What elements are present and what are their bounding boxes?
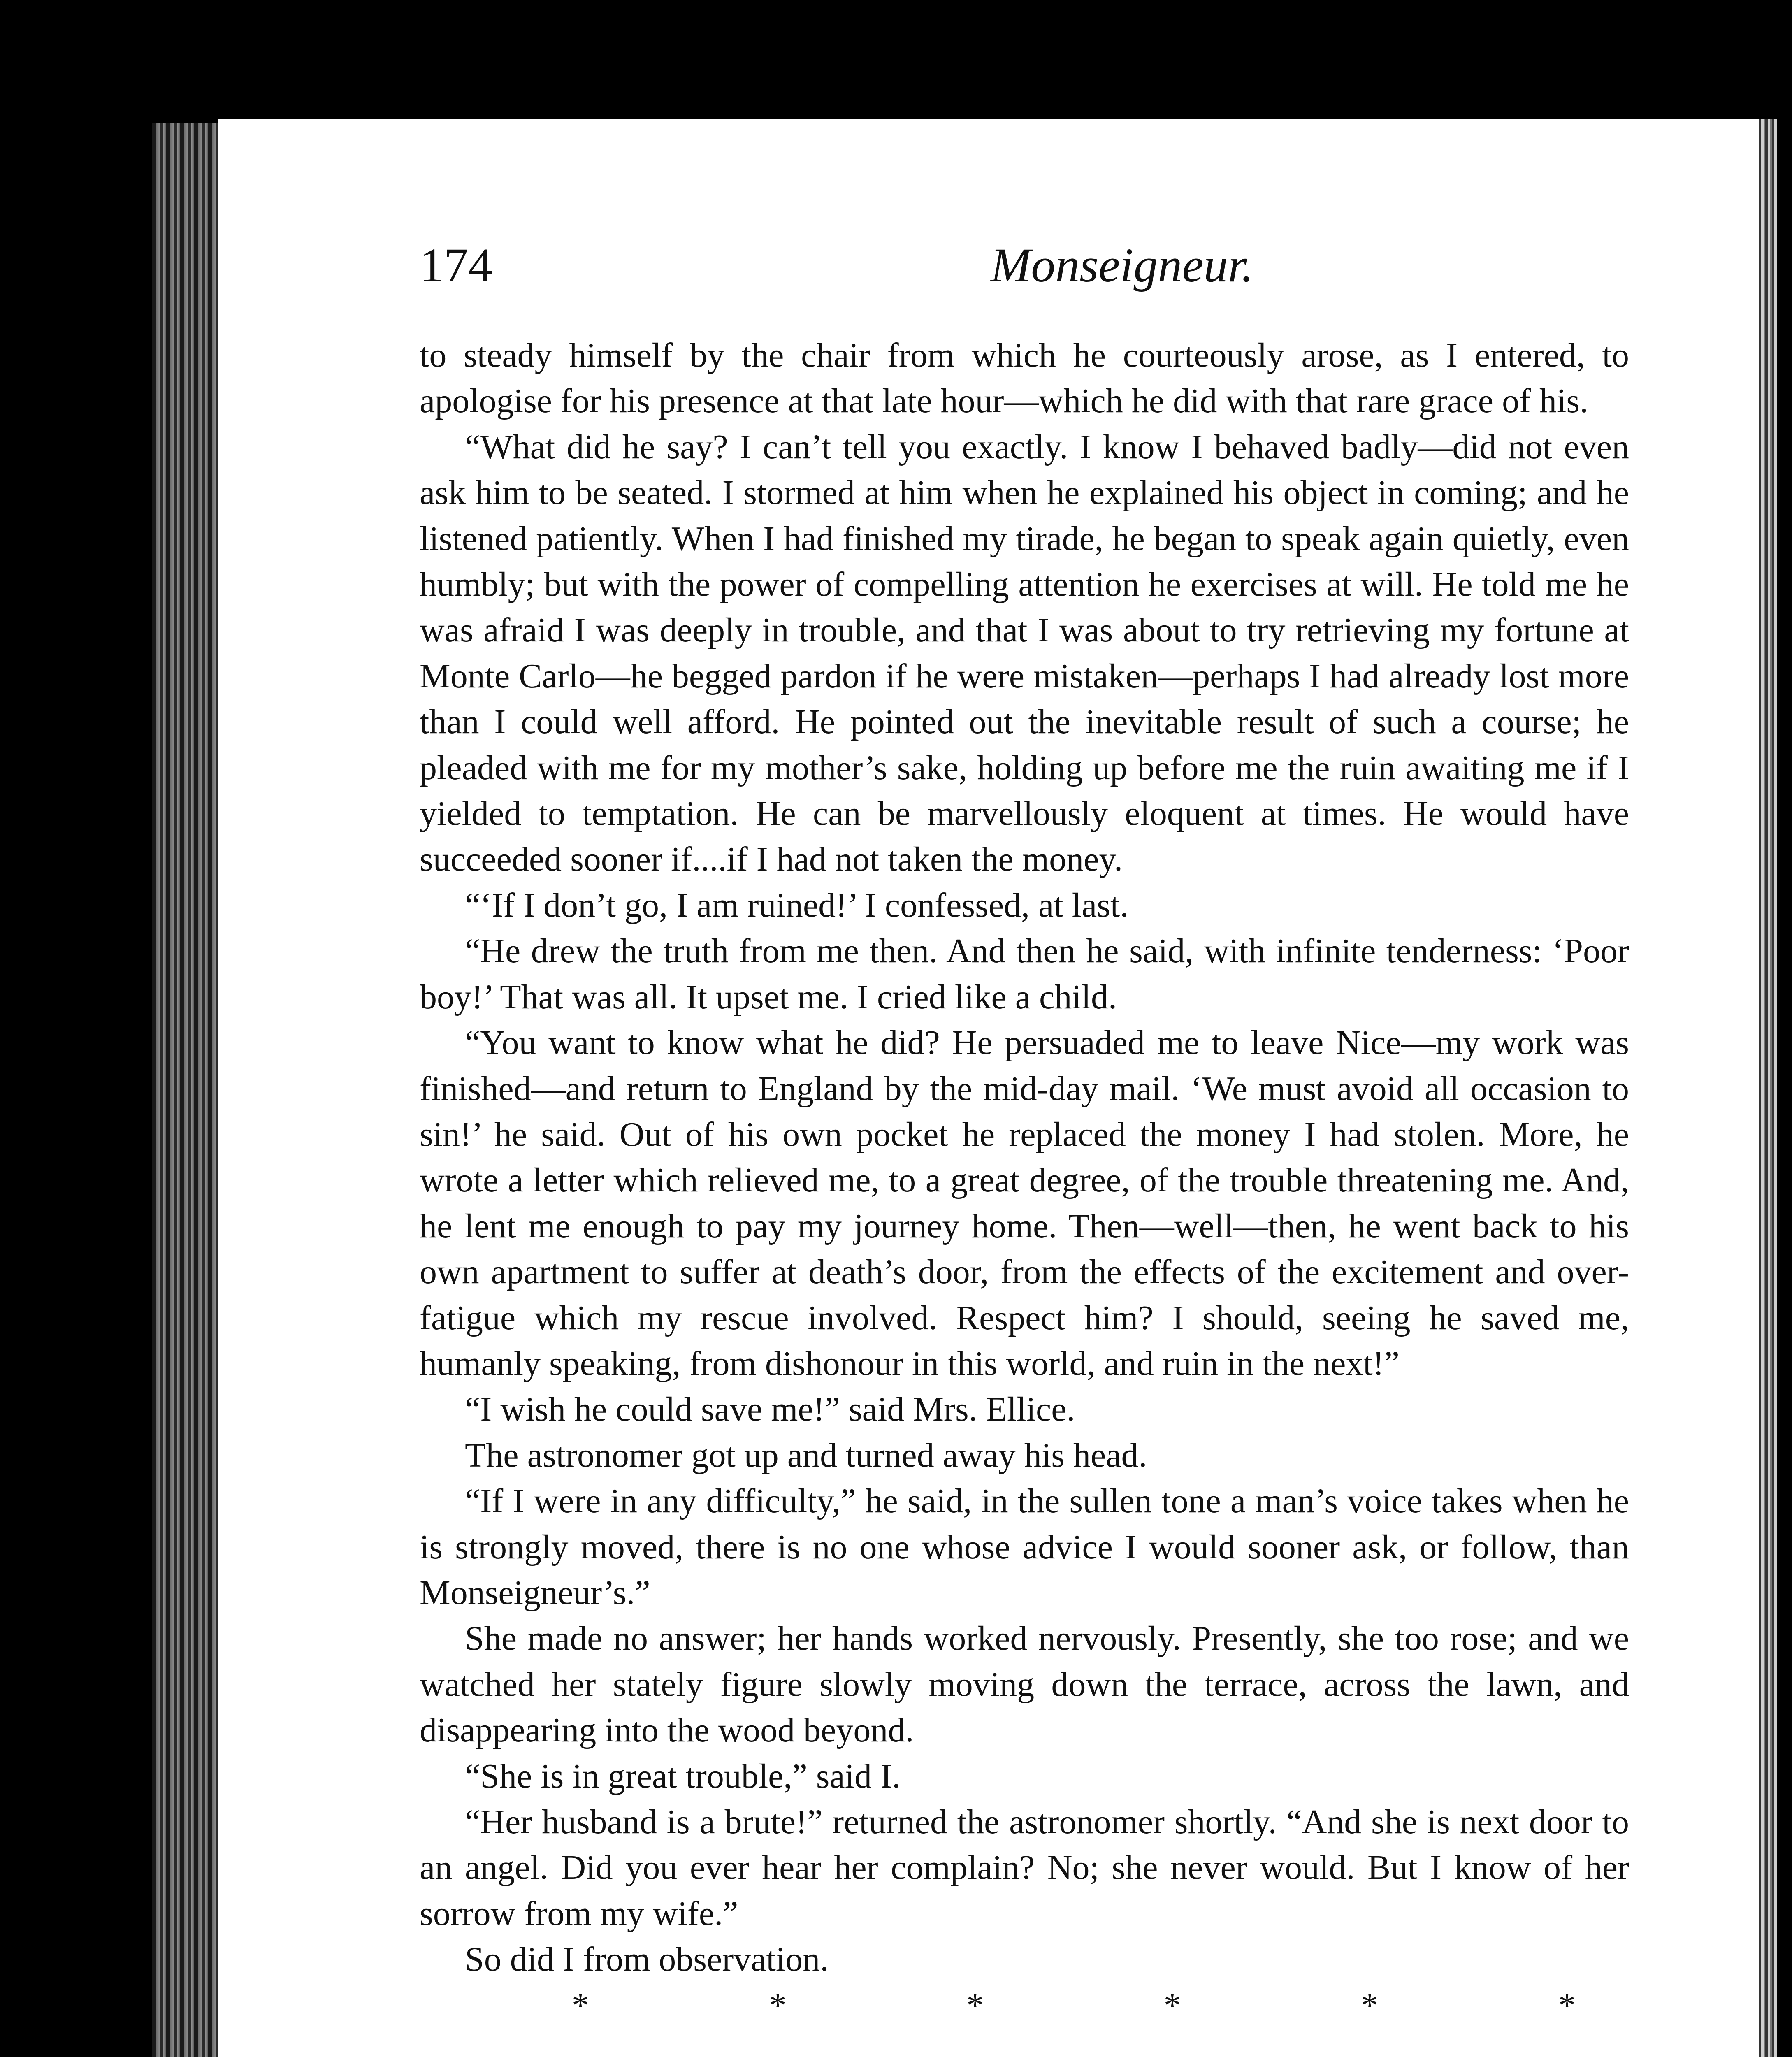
body-text <box>420 332 1629 2057</box>
page-header <box>420 230 1627 300</box>
asterisk: * <box>966 1986 984 2024</box>
paragraph: “I wish he could save me!” said Mrs. Ellice. <box>465 1390 1075 1429</box>
asterisk: * <box>1558 1986 1576 2024</box>
paragraph-group <box>420 332 1629 1983</box>
asterisk: * <box>572 1986 589 2024</box>
page-number: 174 <box>420 238 492 292</box>
asterisk: * <box>769 1986 787 2024</box>
section-break <box>420 1983 1629 2028</box>
page-edge <box>1759 119 1777 2057</box>
paragraph: “‘If I don’t go, I am ruined!’ I confessed, at last. <box>465 886 1129 924</box>
paragraph: “She is in great trouble,” said I. <box>465 1757 901 1795</box>
paragraph: to steady himself by the chair from which he courteously arose, as I entered, to apologise for his presence at that late hour—which he did with that rare grace of his. <box>420 336 1629 420</box>
running-title: Monseigneur. <box>990 238 1254 292</box>
book-spine-gutter <box>152 123 222 2057</box>
paragraph: “You want to know what he did? He persuaded me to leave Nice—my work was finished—and return to England by the mid-day mail. ‘We must avoid all occasion to sin!’ he said. Out of his own pocket he replaced the money I had stolen. More, he wrote a letter which relieved me, to a great degree, of the trouble threatening me. And, he lent me enough to pay my journey home. Then—well—then, he went back to his own apartment to suffer at death’s door, from the effects of the excitement and over-fatigue which my rescue involved. Respect him? I should, seeing he saved me, humanly speaking, from dishonour in this world, and ruin in the next!” <box>420 1024 1629 1383</box>
paragraph: “Her husband is a brute!” returned the astronomer shortly. “And she is next door to an angel. Did you ever hear her complain? No; she never would. But I know of her sorrow from my wife.” <box>420 1803 1629 1933</box>
paragraph: “What did he say? I can’t tell you exactly. I know I behaved badly—did not even ask him to be seated. I stormed at him when he explained his object in coming; and he listened patiently. When I had finished my tirade, he began to speak again quietly, even humbly; but with the power of compelling attention he exercises at will. He told me he was afraid I was deeply in trouble, and that I was about to try retrieving my fortune at Monte Carlo—he begged pardon if he were mistaken—perhaps I had already lost more than I could well afford. He pointed out the inevitable result of such a course; he pleaded with me for my mother’s sake, holding up before me the ruin awaiting me if I yielded to temptation. He can be marvellously eloquent at times. He would have succeeded sooner if....if I had not taken the money. <box>420 427 1629 879</box>
paragraph: “If I were in any difficulty,” he said, in the sullen tone a man’s voice takes when he is strongly moved, there is no one whose advice I would sooner ask, or follow, than Monseigneur’s.” <box>420 1482 1629 1612</box>
paragraph: She made no answer; her hands worked nervously. Presently, she too rose; and we watched her stately figure slowly moving down the terrace, across the lawn, and disappearing into the wood beyond. <box>420 1619 1629 1750</box>
asterisk: * <box>1361 1986 1379 2024</box>
paragraph: So did I from observation. <box>465 1940 829 1979</box>
paragraph: “He drew the truth from me then. And then he said, with infinite tenderness: ‘Poor boy!’ That was all. It upset me. I cried like a child. <box>420 932 1629 1016</box>
asterisk: * <box>1163 1986 1181 2024</box>
paragraph: The astronomer got up and turned away his head. <box>465 1436 1147 1474</box>
